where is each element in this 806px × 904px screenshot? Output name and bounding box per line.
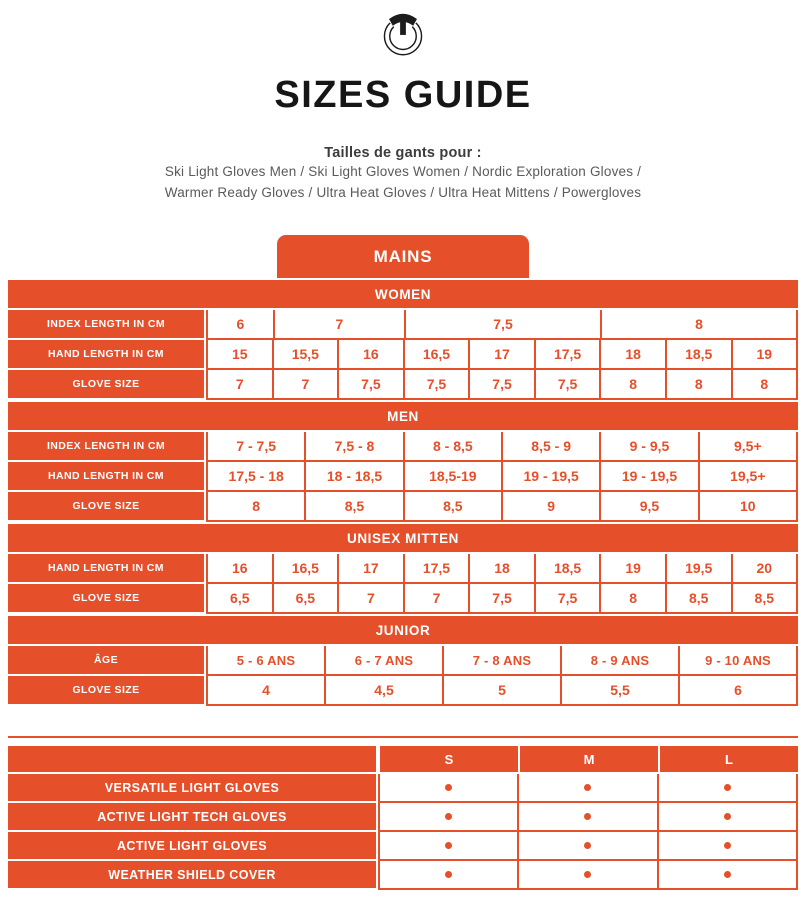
size-cell: 8,5 (304, 492, 402, 522)
matrix-row-weather-shield-cover (8, 861, 798, 890)
row-cells (206, 584, 798, 614)
size-row-glove-size (8, 584, 798, 614)
size-cell: 17,5 - 18 (206, 462, 304, 492)
size-cell: 9 - 9,5 (599, 432, 697, 462)
intro-heading: Tailles de gants pour : (324, 145, 482, 161)
brand-logo (0, 6, 806, 60)
size-cell: 5 - 6 ANS (206, 646, 324, 676)
size-cell: 9,5 (599, 492, 697, 522)
size-cell: 10 (698, 492, 798, 522)
size-cell: 19 (599, 554, 665, 584)
size-cell: 18 (599, 340, 665, 370)
available-dot-icon (445, 813, 452, 820)
matrix-col-header-m: M (518, 746, 658, 774)
size-cell: 7 (272, 370, 338, 400)
availability-cell (378, 803, 517, 832)
size-cell: 5,5 (560, 676, 678, 706)
size-cell: 7 (273, 310, 404, 340)
available-dot-icon (724, 842, 731, 849)
section-unisex-mitten (8, 524, 798, 614)
row-label: INDEX LENGTH IN CM (8, 310, 206, 340)
size-cell: 7,5 - 8 (304, 432, 402, 462)
size-guide-table (8, 280, 798, 706)
size-cell: 7,5 (468, 584, 534, 614)
row-cells (206, 432, 798, 462)
availability-cell (657, 861, 798, 890)
size-cell: 7,5 (534, 370, 600, 400)
size-cell: 8 (206, 492, 304, 522)
size-cell: 8 (600, 310, 798, 340)
size-cell: 17 (468, 340, 534, 370)
size-cell: 6,5 (272, 584, 338, 614)
availability-cell (657, 832, 798, 861)
available-dot-icon (445, 784, 452, 791)
matrix-header-row (8, 746, 798, 774)
size-cell: 7 (403, 584, 469, 614)
availability-cell (378, 861, 517, 890)
size-row-hand-length-in-cm (8, 340, 798, 370)
availability-cell (517, 832, 656, 861)
matrix-col-header-s: S (378, 746, 518, 774)
row-cells (206, 310, 798, 340)
size-cell: 18 - 18,5 (304, 462, 402, 492)
divider-rule (8, 736, 798, 738)
size-cell: 7,5 (403, 370, 469, 400)
availability-cell (378, 832, 517, 861)
intro-block (0, 145, 806, 203)
matrix-row-label: ACTIVE LIGHT TECH GLOVES (8, 803, 378, 832)
available-dot-icon (584, 784, 591, 791)
section-women (8, 280, 798, 400)
size-cell: 16,5 (403, 340, 469, 370)
row-cells (206, 492, 798, 522)
section-junior (8, 616, 798, 706)
size-cell: 6,5 (206, 584, 272, 614)
section-men (8, 402, 798, 522)
size-cell: 7 (337, 584, 403, 614)
size-cell: 19,5+ (698, 462, 798, 492)
size-cell: 8,5 - 9 (501, 432, 599, 462)
row-label: GLOVE SIZE (8, 676, 206, 706)
availability-cell (657, 774, 798, 803)
size-row-glove-size (8, 370, 798, 400)
size-row-glove-size (8, 492, 798, 522)
thermic-t-logo-icon (374, 6, 432, 60)
size-cell: 16 (206, 554, 272, 584)
size-row--ge (8, 646, 798, 676)
size-cell: 7,5 (337, 370, 403, 400)
matrix-row-active-light-tech-gloves (8, 803, 798, 832)
size-cell: 4,5 (324, 676, 442, 706)
row-label: GLOVE SIZE (8, 370, 206, 400)
size-cell: 6 (678, 676, 798, 706)
size-cell: 16,5 (272, 554, 338, 584)
available-dot-icon (724, 784, 731, 791)
available-dot-icon (724, 813, 731, 820)
size-cell: 18 (468, 554, 534, 584)
size-cell: 7 - 7,5 (206, 432, 304, 462)
row-cells (206, 646, 798, 676)
size-cell: 17,5 (403, 554, 469, 584)
size-cell: 8 (665, 370, 731, 400)
size-cell: 8 - 8,5 (403, 432, 501, 462)
row-cells (206, 340, 798, 370)
size-cell: 19,5 (665, 554, 731, 584)
size-cell: 9,5+ (698, 432, 798, 462)
intro-products-line-2: Warmer Ready Gloves / Ultra Heat Gloves / Ultra Heat Mittens / Powergloves (164, 185, 642, 200)
availability-cell (378, 774, 517, 803)
size-row-index-length-in-cm (8, 310, 798, 340)
available-dot-icon (445, 871, 452, 878)
tab-mains[interactable]: MAINS (277, 235, 529, 278)
row-cells (206, 676, 798, 706)
size-cell: 18,5-19 (403, 462, 501, 492)
page-title: SIZES GUIDE (274, 74, 532, 116)
size-cell: 7 (206, 370, 272, 400)
size-cell: 7,5 (534, 584, 600, 614)
matrix-row-label: VERSATILE LIGHT GLOVES (8, 774, 378, 803)
size-cell: 19 (731, 340, 799, 370)
row-cells (206, 554, 798, 584)
size-row-index-length-in-cm (8, 432, 798, 462)
row-label: INDEX LENGTH IN CM (8, 432, 206, 462)
size-cell: 6 - 7 ANS (324, 646, 442, 676)
size-cell: 8 - 9 ANS (560, 646, 678, 676)
size-cell: 19 - 19,5 (599, 462, 697, 492)
matrix-row-label: ACTIVE LIGHT GLOVES (8, 832, 378, 861)
available-dot-icon (445, 842, 452, 849)
size-row-hand-length-in-cm (8, 554, 798, 584)
row-label: ÂGE (8, 646, 206, 676)
size-cell: 4 (206, 676, 324, 706)
section-header-junior: JUNIOR (8, 616, 798, 644)
size-cell: 5 (442, 676, 560, 706)
size-cell: 7,5 (468, 370, 534, 400)
availability-cell (657, 803, 798, 832)
size-cell: 9 (501, 492, 599, 522)
size-cell: 17,5 (534, 340, 600, 370)
size-cell: 8 (599, 370, 665, 400)
matrix-row-versatile-light-gloves (8, 774, 798, 803)
available-dot-icon (584, 842, 591, 849)
availability-table (8, 746, 798, 890)
row-label: GLOVE SIZE (8, 492, 206, 522)
available-dot-icon (584, 813, 591, 820)
size-cell: 8,5 (403, 492, 501, 522)
size-cell: 9 - 10 ANS (678, 646, 798, 676)
matrix-col-header-l: L (658, 746, 798, 774)
size-cell: 6 (206, 310, 273, 340)
size-row-glove-size (8, 676, 798, 706)
size-cell: 16 (337, 340, 403, 370)
size-cell: 7,5 (404, 310, 600, 340)
size-cell: 8 (599, 584, 665, 614)
size-cell: 20 (731, 554, 799, 584)
size-cell: 17 (337, 554, 403, 584)
size-cell: 15 (206, 340, 272, 370)
availability-cell (517, 803, 656, 832)
available-dot-icon (584, 871, 591, 878)
size-cell: 18,5 (534, 554, 600, 584)
size-cell: 8,5 (665, 584, 731, 614)
section-header-men: MEN (8, 402, 798, 430)
row-label: GLOVE SIZE (8, 584, 206, 614)
page-header (0, 0, 806, 203)
matrix-header-empty-cell (8, 746, 378, 774)
available-dot-icon (724, 871, 731, 878)
row-label: HAND LENGTH IN CM (8, 554, 206, 584)
section-header-unisex-mitten: UNISEX MITTEN (8, 524, 798, 552)
intro-products-line-1: Ski Light Gloves Men / Ski Light Gloves Women / Nordic Exploration Gloves / (164, 164, 642, 179)
row-cells (206, 462, 798, 492)
size-cell: 15,5 (272, 340, 338, 370)
size-cell: 18,5 (665, 340, 731, 370)
size-cell: 8 (731, 370, 799, 400)
size-cell: 7 - 8 ANS (442, 646, 560, 676)
availability-cell (517, 774, 656, 803)
availability-cell (517, 861, 656, 890)
matrix-row-active-light-gloves (8, 832, 798, 861)
size-cell: 8,5 (731, 584, 799, 614)
row-label: HAND LENGTH IN CM (8, 340, 206, 370)
row-label: HAND LENGTH IN CM (8, 462, 206, 492)
size-cell: 19 - 19,5 (501, 462, 599, 492)
size-row-hand-length-in-cm (8, 462, 798, 492)
matrix-row-label: WEATHER SHIELD COVER (8, 861, 378, 890)
section-header-women: WOMEN (8, 280, 798, 308)
row-cells (206, 370, 798, 400)
